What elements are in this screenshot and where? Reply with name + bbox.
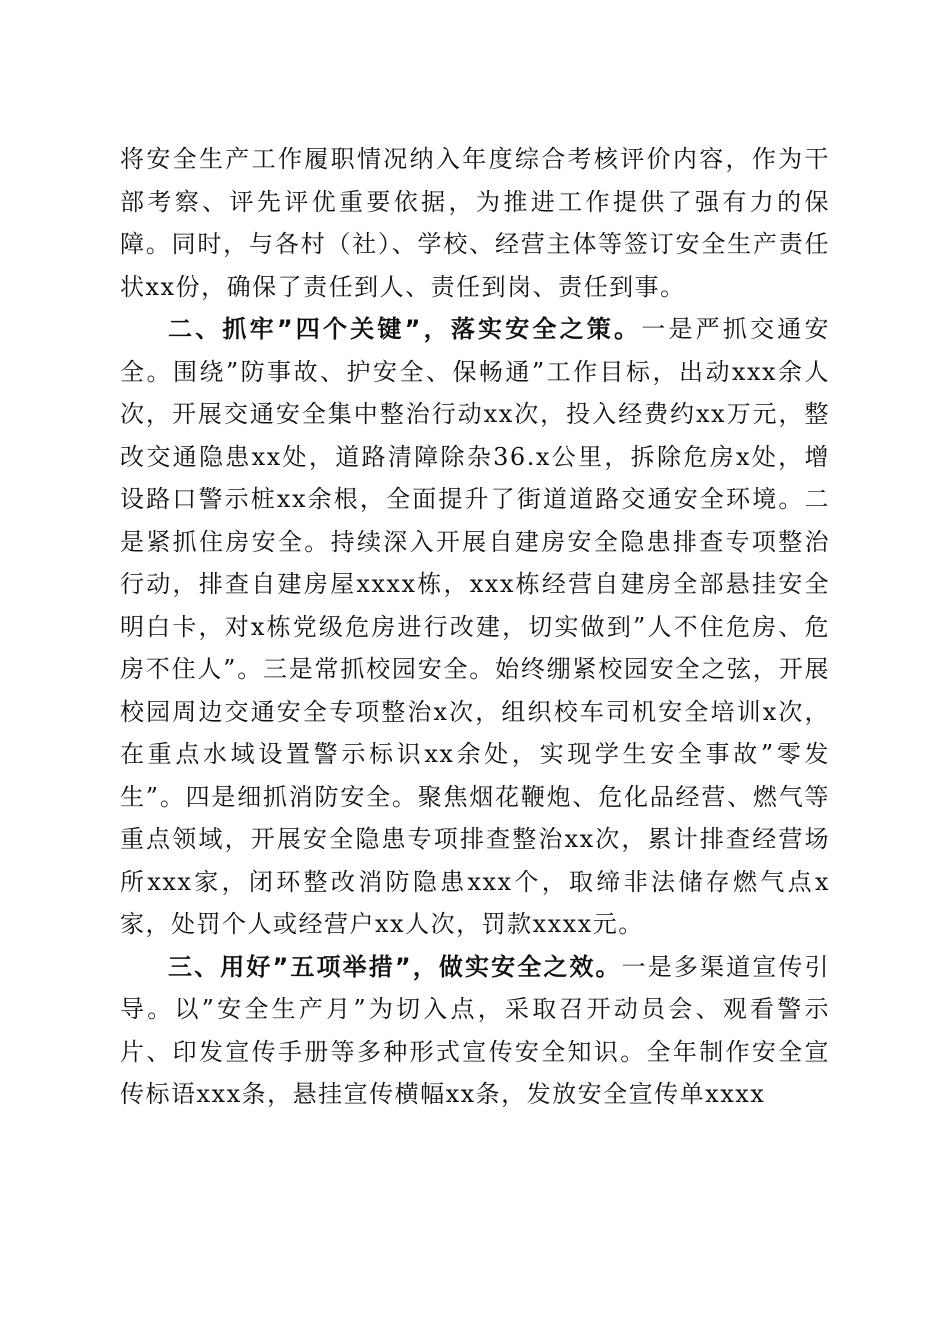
document-page (120, 138, 830, 1116)
paragraph-section-two (120, 308, 830, 946)
paragraph-body: 将安全生产工作履职情况纳入年度综合考核评价内容，作为干部考察、评先评优重要依据，为推进工作提供了强有力的保障。同时，与各村（社）、学校、经营主体等签订安全生产责任状xx份，确保了责任到人、责任到岗、责任到事。 (120, 145, 830, 301)
section-heading: 三、用好”五项举措”，做实安全之效。 (168, 952, 622, 981)
paragraph-body: 一是多渠道宣传引导。以”安全生产月”为切入点，采取召开动员会、观看警示片、印发宣传手册等多种形式宣传安全知识。全年制作安全宣传标语xxx条，悬挂宣传横幅xx条，发放安全宣传单xxxx (120, 952, 830, 1108)
section-heading: 二、抓牢”四个关键”，落实安全之策。 (168, 315, 642, 343)
paragraph-body: 一是严抓交通安全。围绕”防事故、护安全、保畅通”工作目标，出动xxx余人次，开展交通安全集中整治行动xx次，投入经费约xx万元，整改交通隐患xx处，道路清障除杂36.x公里，拆除危房x处，增设路口警示桩xx余根，全面提升了街道道路交通安全环境。二是紧抓住房安全。持续深入开展自建房安全隐患排查专项整治行动，排查自建房屋xxxx栋，xxx栋经营自建房全部悬挂安全明白卡，对x栋党级危房进行改建，切实做到”人不住危房、危房不住人”。三是常抓校园安全。始终绷紧校园安全之弦，开展校园周边交通安全专项整治x次，组织校车司机安全培训x次，在重点水域设置警示标识xx余处，实现学生安全事故”零发生”。四是细抓消防安全。聚焦烟花鞭炮、危化品经营、燃气等重点领域，开展安全隐患专项排查整治xx次，累计排查经营场所xxx家，闭环整改消防隐患xxx个，取缔非法储存燃气点x家，处罚个人或经营户xx人次，罚款xxxx元。 (120, 315, 831, 938)
paragraph-section-three (120, 946, 830, 1116)
paragraph-continuation (120, 138, 830, 308)
